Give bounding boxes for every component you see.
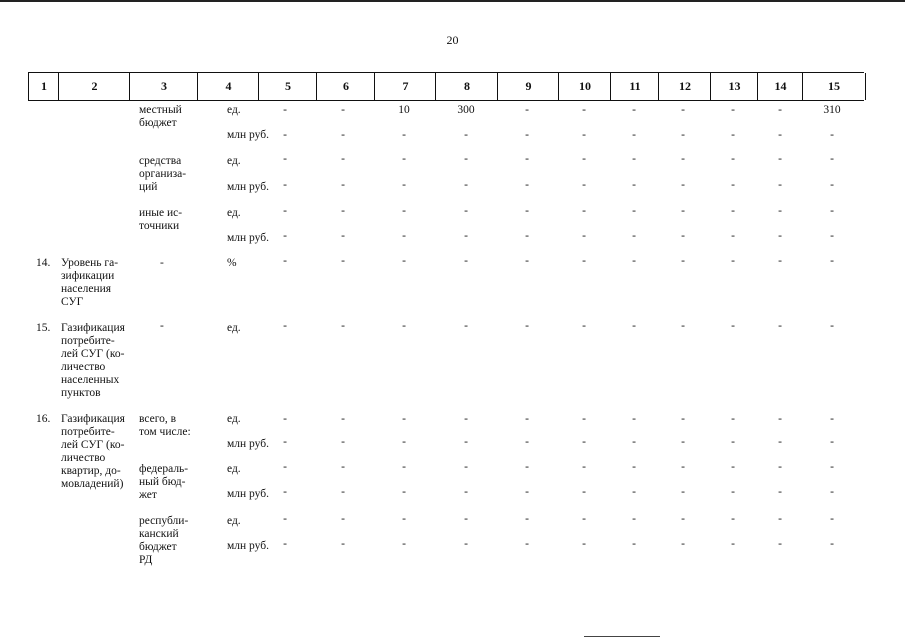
cell-col-12: - (681, 538, 685, 550)
cell-col-6: - (341, 153, 345, 165)
header-cell-4: 4 (197, 73, 259, 100)
cell-col-5: - (283, 513, 287, 525)
indicator-name: СУГ (61, 296, 84, 308)
cell-col-14: - (778, 538, 782, 550)
source-label: бюджет (139, 541, 177, 553)
header-cell-10: 10 (558, 73, 611, 100)
cell-col-10: - (582, 461, 586, 473)
cell-col-6: - (341, 205, 345, 217)
cell-col-9: - (525, 104, 529, 116)
cell-col-5: - (283, 205, 287, 217)
cell-col-9: - (525, 513, 529, 525)
cell-col-11: - (632, 153, 636, 165)
indicator-name: Газификация (61, 322, 125, 334)
cell-col-12: - (681, 486, 685, 498)
cell-col-5: - (283, 538, 287, 550)
cell-col-11: - (632, 179, 636, 191)
cell-col-5: - (283, 413, 287, 425)
cell-col-6: - (341, 461, 345, 473)
cell-col-7: - (402, 538, 406, 550)
cell-col-5: - (283, 230, 287, 242)
cell-col-5: - (283, 436, 287, 448)
header-cell-8: 8 (435, 73, 498, 100)
cell-col-8: - (464, 486, 468, 498)
cell-col-12: - (681, 320, 685, 332)
cell-col-15: - (830, 486, 834, 498)
indicator-name: потребите- (61, 426, 115, 438)
cell-col-9: - (525, 179, 529, 191)
cell-col-5: - (283, 179, 287, 191)
indicator-name: мовладений) (61, 478, 124, 490)
cell-col-14: - (778, 205, 782, 217)
cell-col-9: - (525, 486, 529, 498)
cell-col-9: - (525, 320, 529, 332)
cell-col-5: - (283, 153, 287, 165)
cell-col-8: - (464, 129, 468, 141)
cell-col-11: - (632, 413, 636, 425)
indicator-name: Газификация (61, 413, 125, 425)
cell-col-12: - (681, 129, 685, 141)
cell-col-5: - (283, 486, 287, 498)
cell-col-12: - (681, 513, 685, 525)
source-label: бюджет (139, 117, 177, 129)
cell-col-14: - (778, 255, 782, 267)
cell-col-14: - (778, 461, 782, 473)
source-label: ций (139, 181, 158, 193)
cell-col-8: - (464, 153, 468, 165)
cell-col-6: - (341, 230, 345, 242)
cell-col-9: - (525, 461, 529, 473)
header-cell-5: 5 (258, 73, 317, 100)
cell-col-11: - (632, 205, 636, 217)
cell-col-7: 10 (398, 104, 410, 116)
source-label: канский (139, 528, 179, 540)
cell-col-11: - (632, 104, 636, 116)
cell-col-14: - (778, 320, 782, 332)
cell-col-10: - (582, 486, 586, 498)
indicator-name: личество (61, 361, 106, 373)
cell-col-12: - (681, 179, 685, 191)
cell-col-11: - (632, 538, 636, 550)
header-cell-1: 1 (28, 73, 59, 100)
cell-col-15: - (830, 205, 834, 217)
cell-col-10: - (582, 538, 586, 550)
cell-col-15: - (830, 461, 834, 473)
cell-col-10: - (582, 104, 586, 116)
cell-col-15: - (830, 129, 834, 141)
cell-col-13: - (731, 230, 735, 242)
cell-col-12: - (681, 255, 685, 267)
cell-col-9: - (525, 129, 529, 141)
cell-col-8: 300 (457, 104, 475, 116)
cell-col-9: - (525, 436, 529, 448)
header-cell-15: 15 (802, 73, 866, 100)
header-cell-11: 11 (610, 73, 659, 100)
cell-col-15: - (830, 436, 834, 448)
indicator-name: зификации (61, 270, 115, 282)
indicator-name: населения (61, 283, 112, 295)
cell-col-8: - (464, 436, 468, 448)
header-cell-14: 14 (757, 73, 803, 100)
source-label: жет (139, 489, 157, 501)
cell-col-7: - (402, 129, 406, 141)
cell-col-14: - (778, 179, 782, 191)
cell-col-6: - (341, 436, 345, 448)
cell-col-8: - (464, 538, 468, 550)
cell-col-12: - (681, 436, 685, 448)
source-label: республи- (139, 515, 189, 527)
source-label: - (160, 257, 164, 269)
cell-col-12: - (681, 230, 685, 242)
header-cell-9: 9 (497, 73, 559, 100)
cell-col-8: - (464, 179, 468, 191)
cell-col-14: - (778, 129, 782, 141)
cell-col-12: - (681, 153, 685, 165)
top-border-line (0, 0, 905, 2)
cell-col-11: - (632, 255, 636, 267)
indicator-name: пунктов (61, 387, 101, 399)
cell-col-7: - (402, 461, 406, 473)
cell-col-7: - (402, 255, 406, 267)
cell-col-13: - (731, 320, 735, 332)
cell-col-9: - (525, 205, 529, 217)
row-number: 16. (36, 413, 51, 425)
cell-col-6: - (341, 320, 345, 332)
source-label: иные ис- (139, 207, 183, 219)
cell-col-10: - (582, 153, 586, 165)
indicator-name: потребите- (61, 335, 115, 347)
source-label: том числе: (139, 426, 191, 438)
cell-col-15: - (830, 538, 834, 550)
cell-col-11: - (632, 129, 636, 141)
table-header-row (28, 72, 864, 101)
cell-col-15: - (830, 255, 834, 267)
source-label: точники (139, 220, 180, 232)
header-cell-3: 3 (129, 73, 198, 100)
cell-col-7: - (402, 205, 406, 217)
cell-col-10: - (582, 413, 586, 425)
header-cell-13: 13 (710, 73, 758, 100)
source-label: средства (139, 155, 182, 167)
page-number: 20 (446, 33, 459, 47)
cell-col-5: - (283, 320, 287, 332)
cell-col-5: - (283, 104, 287, 116)
cell-col-14: - (778, 104, 782, 116)
indicator-name: населенных (61, 374, 120, 386)
cell-col-10: - (582, 436, 586, 448)
cell-col-13: - (731, 538, 735, 550)
cell-col-11: - (632, 486, 636, 498)
cell-col-14: - (778, 153, 782, 165)
source-label: - (160, 320, 164, 332)
cell-col-13: - (731, 436, 735, 448)
cell-col-10: - (582, 320, 586, 332)
source-label: организа- (139, 168, 187, 180)
cell-col-6: - (341, 486, 345, 498)
indicator-name: лей СУГ (ко- (61, 348, 125, 360)
cell-col-12: - (681, 413, 685, 425)
cell-col-10: - (582, 205, 586, 217)
cell-col-9: - (525, 413, 529, 425)
header-cell-12: 12 (658, 73, 711, 100)
row-number: 14. (36, 257, 51, 269)
cell-col-11: - (632, 436, 636, 448)
cell-col-8: - (464, 320, 468, 332)
cell-col-8: - (464, 413, 468, 425)
source-label: местный (139, 104, 182, 116)
header-cell-7: 7 (374, 73, 436, 100)
cell-col-6: - (341, 179, 345, 191)
cell-col-14: - (778, 413, 782, 425)
cell-col-6: - (341, 129, 345, 141)
cell-col-14: - (778, 513, 782, 525)
cell-col-13: - (731, 205, 735, 217)
indicator-name: лей СУГ (ко- (61, 439, 125, 451)
cell-col-8: - (464, 255, 468, 267)
cell-col-15: - (830, 230, 834, 242)
header-cell-2: 2 (58, 73, 130, 100)
cell-col-12: - (681, 461, 685, 473)
cell-col-12: - (681, 104, 685, 116)
cell-col-7: - (402, 486, 406, 498)
cell-col-11: - (632, 230, 636, 242)
cell-col-9: - (525, 255, 529, 267)
cell-col-7: - (402, 230, 406, 242)
indicator-name: личество (61, 452, 106, 464)
cell-col-15: - (830, 320, 834, 332)
cell-col-14: - (778, 436, 782, 448)
source-label: РД (139, 554, 153, 566)
cell-col-8: - (464, 205, 468, 217)
cell-col-13: - (731, 104, 735, 116)
cell-col-5: - (283, 461, 287, 473)
cell-col-13: - (731, 513, 735, 525)
cell-col-8: - (464, 230, 468, 242)
cell-col-15: 310 (823, 104, 841, 116)
cell-col-10: - (582, 129, 586, 141)
cell-col-6: - (341, 413, 345, 425)
cell-col-6: - (341, 255, 345, 267)
cell-col-7: - (402, 320, 406, 332)
cell-col-5: - (283, 129, 287, 141)
cell-col-12: - (681, 205, 685, 217)
cell-col-13: - (731, 461, 735, 473)
footer-line (584, 636, 660, 637)
cell-col-15: - (830, 153, 834, 165)
indicator-name: квартир, до- (61, 465, 121, 477)
cell-col-13: - (731, 486, 735, 498)
cell-col-10: - (582, 230, 586, 242)
cell-col-7: - (402, 179, 406, 191)
cell-col-10: - (582, 255, 586, 267)
cell-col-13: - (731, 179, 735, 191)
indicator-name: Уровень га- (61, 257, 119, 269)
cell-col-13: - (731, 129, 735, 141)
cell-col-11: - (632, 513, 636, 525)
cell-col-7: - (402, 513, 406, 525)
cell-col-9: - (525, 230, 529, 242)
cell-col-11: - (632, 320, 636, 332)
cell-col-9: - (525, 153, 529, 165)
cell-col-7: - (402, 153, 406, 165)
source-label: всего, в (139, 413, 177, 425)
cell-col-11: - (632, 461, 636, 473)
cell-col-13: - (731, 413, 735, 425)
cell-col-13: - (731, 255, 735, 267)
cell-col-10: - (582, 513, 586, 525)
cell-col-8: - (464, 513, 468, 525)
header-cell-6: 6 (316, 73, 375, 100)
cell-col-14: - (778, 230, 782, 242)
row-number: 15. (36, 322, 51, 334)
cell-col-9: - (525, 538, 529, 550)
cell-col-7: - (402, 436, 406, 448)
cell-col-5: - (283, 255, 287, 267)
source-label: ный бюд- (139, 476, 186, 488)
cell-col-6: - (341, 513, 345, 525)
cell-col-14: - (778, 486, 782, 498)
cell-col-13: - (731, 153, 735, 165)
cell-col-15: - (830, 513, 834, 525)
cell-col-15: - (830, 179, 834, 191)
cell-col-6: - (341, 538, 345, 550)
cell-col-8: - (464, 461, 468, 473)
cell-col-10: - (582, 179, 586, 191)
cell-col-15: - (830, 413, 834, 425)
cell-col-6: - (341, 104, 345, 116)
cell-col-7: - (402, 413, 406, 425)
source-label: федераль- (139, 463, 189, 475)
